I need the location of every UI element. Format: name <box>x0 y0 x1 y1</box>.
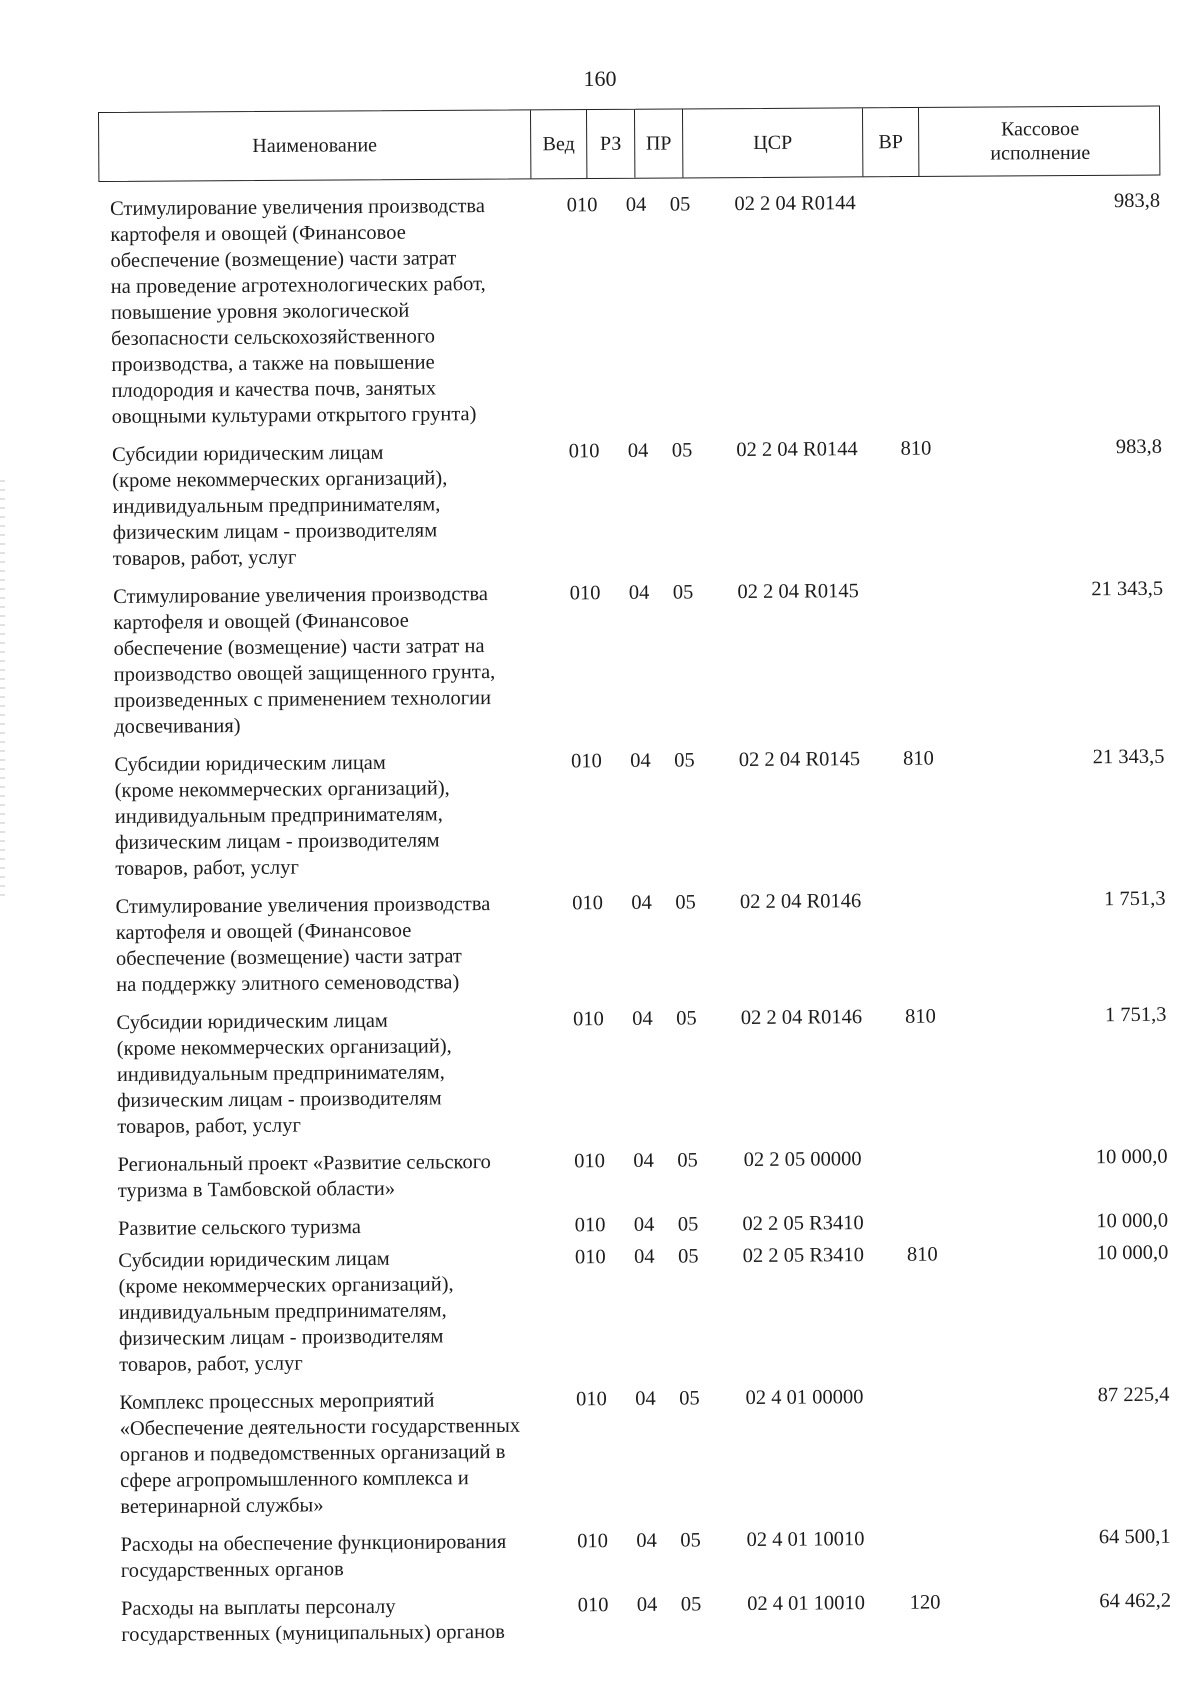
row-ved: 010 <box>568 440 600 463</box>
row-vr: 810 <box>905 1005 936 1028</box>
row-vr <box>888 1525 960 1526</box>
row-csr: 02 4 01 00000 <box>745 1386 864 1410</box>
header-amount: Кассовое исполнение <box>990 118 1091 165</box>
row-rz: 04 <box>632 1007 653 1030</box>
row-rz: 04 <box>631 891 652 914</box>
page-number: 160 <box>583 66 617 91</box>
row-ved: 010 <box>566 194 598 217</box>
row-ved: 010 <box>572 892 604 915</box>
row-ved: 010 <box>574 1150 606 1173</box>
row-rz: 04 <box>633 1149 654 1172</box>
row-rz: 04 <box>633 1213 655 1236</box>
row-rz: 04 <box>627 439 649 462</box>
scan-edge-artifact <box>0 480 5 900</box>
row-vr <box>887 1383 959 1384</box>
table-row <box>119 1382 1180 1520</box>
row-ved: 010 <box>573 1008 604 1031</box>
row-ved: 010 <box>569 582 601 605</box>
row-rz: 04 <box>625 193 647 216</box>
row-vr <box>878 189 950 190</box>
row-amount: 10 000,0 <box>1096 1209 1169 1233</box>
row-amount: 10 000,0 <box>1096 1241 1169 1265</box>
table-body <box>110 188 1181 1660</box>
table-row <box>120 1524 1180 1584</box>
row-name: Субсидии юридическим лицам (кроме некоммерческих организаций), индивидуальным предпринимателям, физическим лицам - производителям товаров, работ, услуг <box>111 441 448 570</box>
row-name: Развитие сельского туризма <box>118 1216 362 1240</box>
row-ved: 010 <box>577 1594 609 1617</box>
row-amount: 1 751,3 <box>1104 1003 1167 1027</box>
row-rz: 04 <box>630 749 651 772</box>
table-row <box>112 434 1173 572</box>
row-amount: 64 462,2 <box>1099 1589 1172 1613</box>
row-csr: 02 2 05 R3410 <box>742 1212 864 1236</box>
row-vr <box>885 1145 957 1146</box>
header-csr: ЦСР <box>683 108 863 177</box>
row-vr: 120 <box>909 1591 941 1614</box>
row-csr: 02 2 04 R0145 <box>737 580 859 604</box>
row-csr: 02 2 05 00000 <box>743 1148 862 1172</box>
row-pr: 05 <box>676 1007 697 1030</box>
row-rz: 04 <box>635 1387 656 1410</box>
row-vr <box>881 577 953 578</box>
row-amount: 1 751,3 <box>1103 887 1166 911</box>
table-row <box>118 1144 1178 1204</box>
row-pr: 05 <box>671 439 693 462</box>
row-name: Комплекс процессных мероприятий «Обеспечение деятельности государственных органов и подведомственных организаций в сфере агропромышленного комплекса и ветеринарной службы» <box>119 1389 521 1518</box>
row-csr: 02 2 05 R3410 <box>742 1244 865 1268</box>
row-amount: 983,8 <box>1115 435 1163 459</box>
row-vr <box>886 1209 958 1210</box>
table-row <box>114 744 1175 882</box>
row-csr: 02 2 04 R0144 <box>734 192 856 216</box>
row-name: Субсидии юридическим лицам (кроме некоммерческих организаций), индивидуальным предпринимателям, физическим лицам - производителям товаров, работ, услуг <box>114 751 450 880</box>
row-name: Региональный проект «Развитие сельского туризма в Тамбовской области» <box>117 1151 491 1202</box>
table-row <box>115 886 1176 998</box>
row-pr: 05 <box>678 1245 699 1268</box>
table-header <box>98 106 1160 182</box>
row-pr: 05 <box>675 891 696 914</box>
row-amount: 21 343,5 <box>1091 577 1164 601</box>
row-amount: 64 500,1 <box>1098 1525 1171 1549</box>
row-pr: 05 <box>680 1593 702 1616</box>
row-csr: 02 4 01 10010 <box>746 1528 865 1552</box>
row-csr: 02 2 04 R0145 <box>738 748 861 772</box>
row-ved: 010 <box>576 1388 607 1411</box>
row-pr: 05 <box>677 1213 699 1236</box>
table-row <box>110 188 1172 430</box>
row-vr <box>883 887 955 888</box>
row-name: Расходы на обеспечение функционирования государственных органов <box>120 1530 507 1582</box>
row-amount: 21 343,5 <box>1092 745 1165 769</box>
row-csr: 02 2 04 R0146 <box>739 890 862 914</box>
row-name: Стимулирование увеличения производства картофеля и овощей (Финансовое обеспечение (возмещение) части затрат на производство овощей защищенного грунта, произведенных с применением технологии досвечивания) <box>113 583 496 738</box>
row-ved: 010 <box>574 1246 606 1269</box>
row-pr: 05 <box>669 193 691 216</box>
header-vr: ВР <box>863 108 919 176</box>
header-pr: ПР <box>635 109 683 177</box>
row-rz: 04 <box>628 581 650 604</box>
header-name: Наименование <box>99 110 531 181</box>
row-pr: 05 <box>674 749 695 772</box>
row-rz: 04 <box>634 1245 655 1268</box>
row-name: Субсидии юридическим лицам (кроме некоммерческих организаций), индивидуальным предпринимателям, физическим лицам - производителям товаров, работ, услуг <box>116 1009 452 1138</box>
header-ved: Вед <box>531 110 587 178</box>
row-csr: 02 4 01 10010 <box>747 1592 866 1616</box>
row-csr: 02 2 04 R0144 <box>736 438 858 462</box>
row-vr: 810 <box>902 747 934 770</box>
table-row <box>116 1002 1177 1140</box>
row-pr: 05 <box>680 1529 701 1552</box>
row-vr: 810 <box>906 1243 938 1266</box>
row-pr: 05 <box>677 1149 698 1172</box>
row-csr: 02 2 04 R0146 <box>740 1006 863 1030</box>
row-name: Субсидии юридическим лицам (кроме некоммерческих организаций), индивидуальным предпринимателям, физическим лицам - производителям товаров, работ, услуг <box>118 1247 454 1376</box>
table-row <box>113 576 1174 740</box>
row-name: Стимулирование увеличения производства картофеля и овощей (Финансовое обеспечение (возмещение) части затрат на поддержку элитного семеноводства) <box>115 893 491 996</box>
table-row <box>118 1240 1179 1378</box>
row-name: Стимулирование увеличения производства картофеля и овощей (Финансовое обеспечение (возмещение) части затрат на проведение агротехнологических работ, повышение уровня экологической безопасности сельскохозяйственного производства, а также на повышение плодородия и качества почв, занятых овощными культурами открытого грунта) <box>110 195 486 428</box>
row-ved: 010 <box>577 1530 609 1553</box>
table-row <box>118 1208 1178 1242</box>
row-amount: 983,8 <box>1113 189 1161 213</box>
row-ved: 010 <box>574 1214 606 1237</box>
row-vr: 810 <box>900 437 932 460</box>
row-ved: 010 <box>570 750 602 773</box>
row-rz: 04 <box>636 1593 658 1616</box>
table-row <box>121 1588 1181 1648</box>
row-amount: 10 000,0 <box>1095 1145 1168 1169</box>
row-name: Расходы на выплаты персоналу государственных (муниципальных) органов <box>121 1595 506 1646</box>
row-amount: 87 225,4 <box>1097 1383 1170 1407</box>
row-rz: 04 <box>636 1529 657 1552</box>
row-pr: 05 <box>679 1387 700 1410</box>
header-rz: РЗ <box>587 110 635 178</box>
row-pr: 05 <box>672 581 694 604</box>
